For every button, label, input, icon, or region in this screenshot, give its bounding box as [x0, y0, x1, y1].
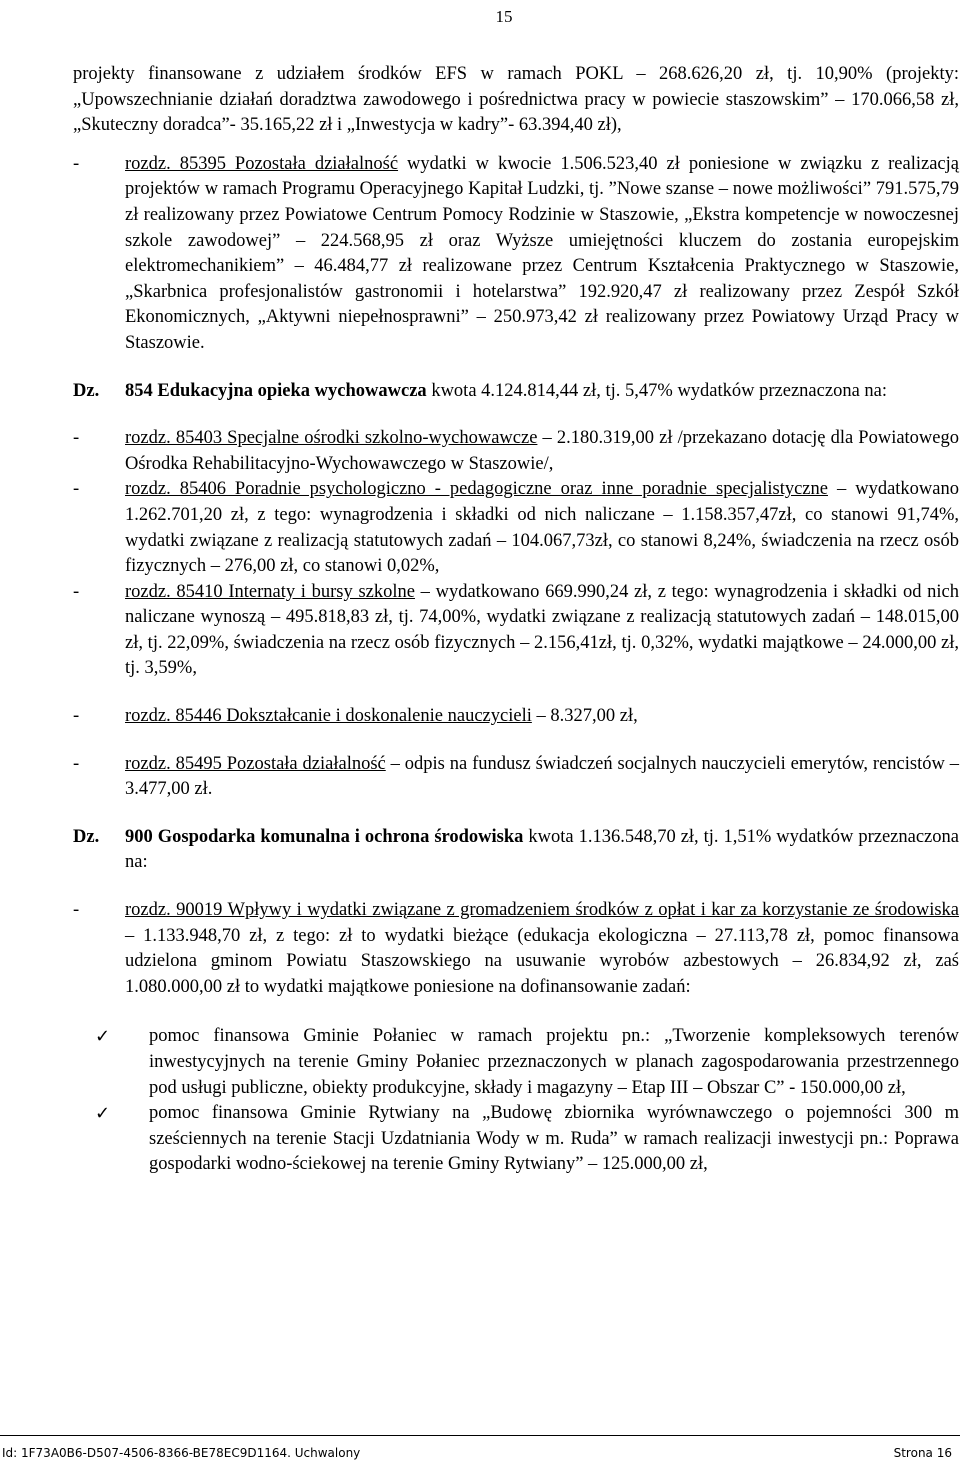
list-item-85395: [73, 152, 959, 357]
list-dash: -: [73, 479, 80, 500]
checkmark-icon: ✓: [95, 1026, 111, 1048]
section-text: – 8.327,00 zł,: [531, 706, 638, 727]
list-item: [73, 426, 959, 477]
footer-page-number: Strona 16: [893, 1446, 952, 1460]
checklist-text: pomoc finansowa Gminie Rytwiany na „Budowę zbiornika wyrównawczego o pojemności 300 m sześciennych na terenie Stacji Uzdatniania Wody w m. Ruda” w ramach realizacji inwestycji pn.: Poprawa gospodarki wodno-ściekowej na terenie Gminy Rytwiany” – 125.000,00 zł,: [149, 1103, 959, 1175]
division-label: Dz.: [73, 826, 100, 847]
division-text: kwota 1.136.548,70 zł, tj. 1,51% wydatków przeznaczona na:: [125, 826, 959, 873]
document-id: Id: 1F73A0B6-D507-4506-8366-BE78EC9D1164. Uchwalony: [2, 1446, 361, 1460]
list-dash: -: [73, 753, 80, 774]
section-label: rozdz. 85446 Dokształcanie i doskonalenie nauczycieli: [125, 706, 532, 727]
division-854-heading: [73, 379, 959, 405]
checklist-item: [95, 1101, 959, 1178]
footer-divider: [0, 1435, 960, 1436]
list-dash: -: [73, 153, 80, 174]
section-text: – wydatkowano 1.262.701,20 zł, z tego: wynagrodzenia i składki od nich naliczane – 1.158.357,47zł, co stanowi 91,74%, wydatki związane z realizacją statutowych zadań – 104.067,73zł, co stanowi 8,24%, świadczenia na rzecz osób fizycznych – 276,00 zł, co stanowi 0,02%,: [125, 479, 959, 577]
section-text: – 2.180.319,00 zł /przekazano dotację dla Powiatowego Ośrodka Rehabilitacyjno-Wychowawczego w Staszowie/,: [125, 428, 960, 474]
task-checklist: [73, 1024, 959, 1178]
list-item: [73, 704, 959, 730]
section-label: rozdz. 85403 Specjalne ośrodki szkolno-wychowawcze: [125, 428, 538, 449]
list-dash: -: [73, 428, 80, 449]
section-label: rozdz. 90019 Wpływy i wydatki związane z gromadzeniem środków z opłat i kar za korzystanie ze środowiska: [125, 900, 959, 921]
list-dash: -: [73, 900, 80, 921]
list-item-90019: [73, 898, 959, 1000]
division-title: 854 Edukacyjna opieka wychowawcza: [125, 380, 427, 401]
list-item: [73, 752, 959, 803]
section-text: – wydatkowano 669.990,24 zł, z tego: wynagrodzenia i składki od nich naliczane wynoszą – 495.818,83 zł, tj. 74,00%, wydatki związane z realizacją statutowych zadań – 148.015,00 zł, tj. 22,09%, świadczenia na rzecz osób fizycznych – 2.156,41zł, tj. 0,32%, wydatki majątkowe – 24.000,00 zł, tj. 3,59%,: [125, 581, 959, 679]
division-label: Dz.: [73, 380, 100, 401]
list-item: [73, 477, 959, 579]
division-text: kwota 4.124.814,44 zł, tj. 5,47% wydatków przeznaczona na:: [426, 380, 888, 401]
section-label: rozdz. 85406 Poradnie psychologiczno - pedagogiczne oraz inne poradnie specjalistyczne: [125, 479, 828, 500]
list-dash: -: [73, 581, 80, 602]
division-854-list: [73, 426, 959, 803]
list-dash: -: [73, 706, 80, 727]
section-label: rozdz. 85395 Pozostała działalność: [125, 153, 399, 174]
list-item: [73, 580, 959, 682]
checklist-text: pomoc finansowa Gminie Połaniec w ramach projektu pn.: „Tworzenie kompleksowych terenów inwestycyjnych na terenie Gminy Połaniec przeznaczonych w planach zagospodarowania przestrzennego pod usługi publiczne, obiekty produkcyjne, składy i magazyny – Etap III – Obszar C” - 150.000,00 zł,: [149, 1026, 959, 1098]
division-title: 900 Gospodarka komunalna i ochrona środowiska: [125, 826, 524, 847]
section-label: rozdz. 85410 Internaty i bursy szkolne: [125, 581, 415, 602]
section-text: – 1.133.948,70 zł, z tego: zł to wydatki bieżące (edukacja ekologiczna – 27.113,78 zł, pomoc finansowa udzielona gminom Powiatu Staszowskiego na usuwanie wyrobów azbestowych – 26.834,92 zł, zaś 1.080.000,00 zł to wydatki majątkowe poniesione na dofinansowanie zadań:: [125, 925, 959, 997]
division-900-heading: [73, 825, 959, 876]
checklist-item: [95, 1024, 959, 1101]
section-label: rozdz. 85495 Pozostała działalność: [125, 753, 386, 774]
checkmark-icon: ✓: [95, 1103, 111, 1125]
section-text: wydatki w kwocie 1.506.523,40 zł poniesione w związku z realizacją projektów w ramach Programu Operacyjnego Kapitał Ludzki, tj. ”Nowe szanse – nowe możliwości” 791.575,79 zł realizowany przez Powiatowe Centrum Pomocy Rodzinie w Staszowie, „Ekstra kompetencje w nowoczesnej szkole zawodowej” – 224.568,95 zł oraz Wyższe umiejętności kluczem do zostania europejskim elektromechanikiem” – 46.484,77 zł realizowane przez Centrum Kształcenia Praktycznego w Staszowie, „Skarbnica profesjonalistów gastronomii i hotelarstwa” 192.920,47 zł realizowany przez Zespół Szkół Ekonomicznych, „Aktywni niepełnosprawni” – 250.973,42 zł realizowany przez Powiatowy Urząd Pracy w Staszowie.: [125, 153, 959, 353]
page-number: 15: [495, 7, 513, 26]
section-text: – odpis na fundusz świadczeń socjalnych nauczycieli emerytów, rencistów – 3.477,00 zł.: [125, 753, 959, 800]
document-body: [73, 62, 959, 1178]
intro-paragraph: projekty finansowane z udziałem środków EFS w ramach POKL – 268.626,20 zł, tj. 10,90% (projekty: „Upowszechnianie działań doradztwa zawodowego i pośrednictwa pracy w powiecie staszowskim” – 170.066,58 zł, „Skuteczny doradca”- 35.165,22 zł i „Inwestycja w kadry”- 63.394,40 zł),: [73, 64, 959, 136]
